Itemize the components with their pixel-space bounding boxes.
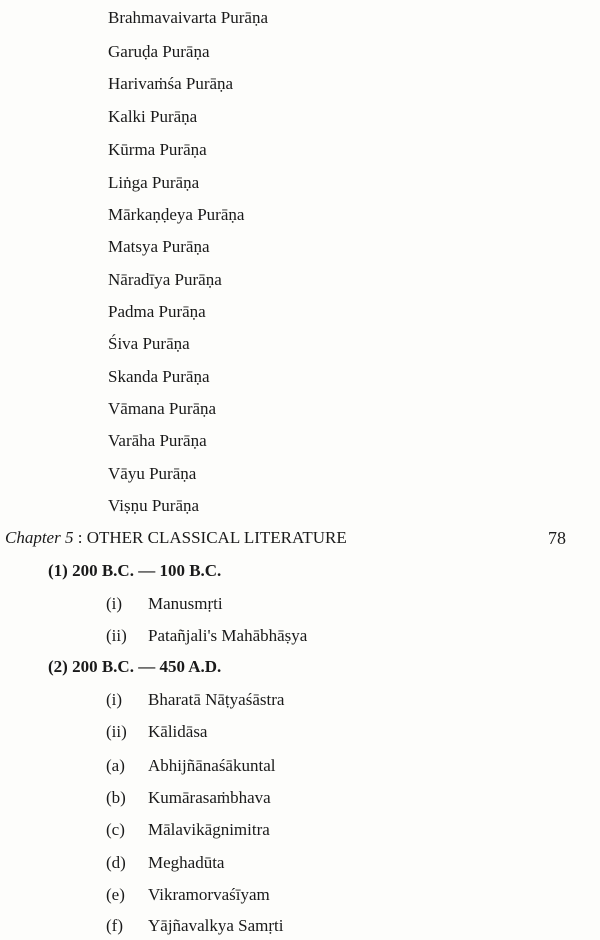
section-heading: (2) 200 B.C. — 450 A.D. <box>48 657 222 676</box>
item-marker: (c) <box>106 820 125 839</box>
item-text: Manusmṛti <box>148 594 223 613</box>
purana-item: Vāmana Purāṇa <box>108 399 217 418</box>
item-marker: (b) <box>106 788 126 807</box>
chapter-title: OTHER CLASSICAL LITERATURE <box>86 528 347 547</box>
purana-item: Kūrma Purāṇa <box>108 140 207 159</box>
item-text: Yājñavalkya Samṛti <box>148 916 284 935</box>
item-text: Mālavikāgnimitra <box>148 820 270 839</box>
chapter-separator: : <box>73 528 87 547</box>
item-marker: (ii) <box>106 626 127 645</box>
purana-item: Harivaṁśa Purāṇa <box>108 74 234 93</box>
purana-item: Padma Purāṇa <box>108 302 206 321</box>
purana-item: Skanda Purāṇa <box>108 367 210 386</box>
item-text: Patañjali's Mahābhāṣya <box>148 626 308 645</box>
item-marker: (f) <box>106 916 123 935</box>
item-text: Vikramorvaśīyam <box>148 885 270 904</box>
item-text: Abhijñānaśākuntal <box>148 756 276 775</box>
purana-item: Varāha Purāṇa <box>108 431 207 450</box>
purana-item: Matsya Purāṇa <box>108 237 210 256</box>
item-text: Meghadūta <box>148 853 225 872</box>
item-marker: (d) <box>106 853 126 872</box>
purana-item: Vāyu Purāṇa <box>108 464 197 483</box>
chapter-heading <box>5 527 347 549</box>
item-marker: (ii) <box>106 722 127 741</box>
purana-item: Śiva Purāṇa <box>108 334 190 353</box>
item-text: Kālidāsa <box>148 722 208 741</box>
item-text: Kumārasaṁbhava <box>148 788 271 807</box>
item-marker: (i) <box>106 594 123 613</box>
purana-item: Mārkaṇḍeya Purāṇa <box>108 205 245 224</box>
purana-item: Liṅga Purāṇa <box>108 173 200 192</box>
chapter-label: Chapter 5 <box>5 528 74 547</box>
section-heading: (1) 200 B.C. — 100 B.C. <box>48 561 222 580</box>
purana-item: Viṣṇu Purāṇa <box>108 496 200 515</box>
purana-item: Brahmavaivarta Purāṇa <box>108 8 269 27</box>
chapter-page-number: 78 <box>548 528 566 548</box>
item-marker: (e) <box>106 885 125 904</box>
item-marker: (a) <box>106 756 125 775</box>
item-marker: (i) <box>106 690 123 709</box>
item-text: Bharatā Nāṭyaśāstra <box>148 690 285 709</box>
purana-item: Garuḍa Purāṇa <box>108 42 210 61</box>
purana-item: Kalki Purāṇa <box>108 107 198 126</box>
purana-item: Nāradīya Purāṇa <box>108 270 222 289</box>
